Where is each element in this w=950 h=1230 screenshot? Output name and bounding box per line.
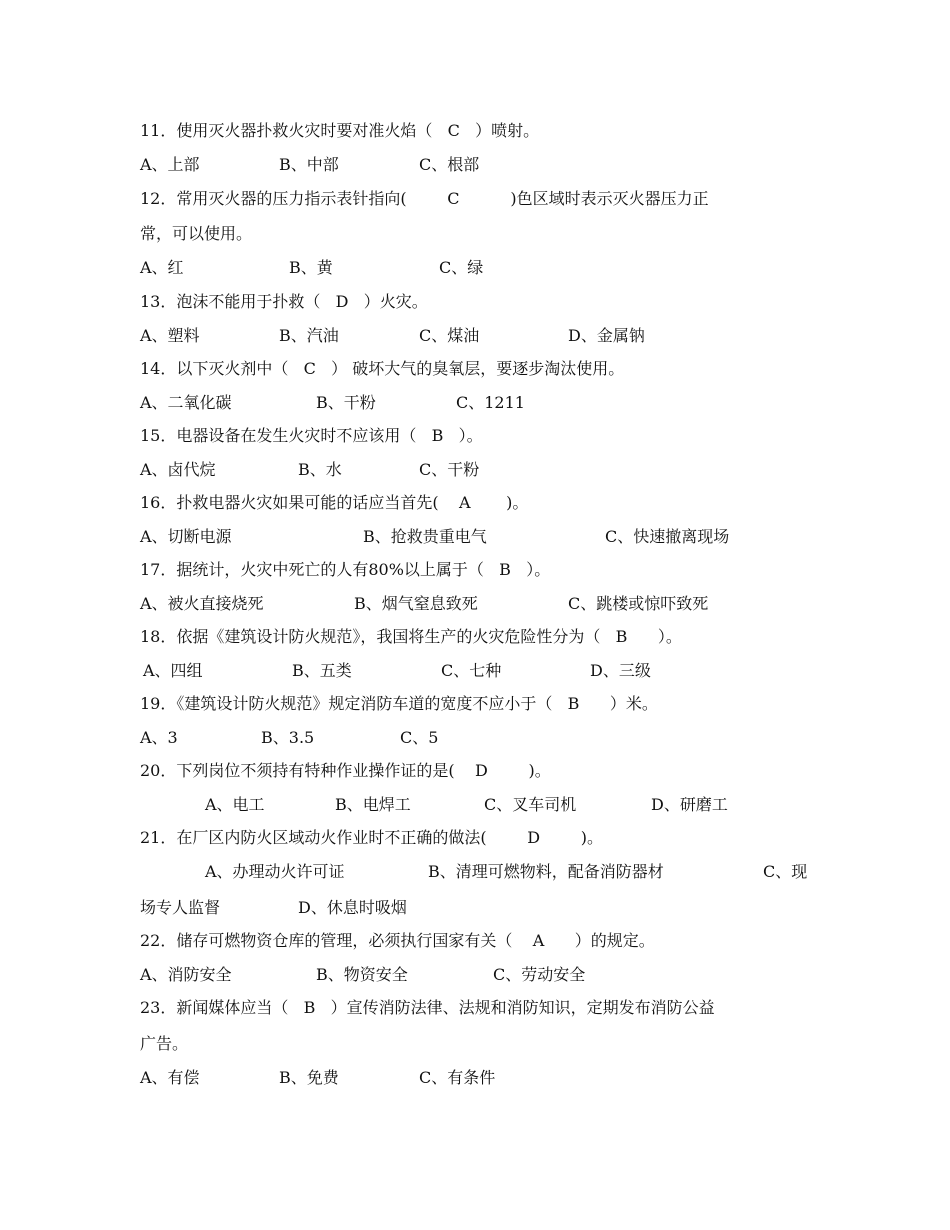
q13-option-a: A、塑料 bbox=[140, 326, 200, 345]
q22-option-a: A、消防安全 bbox=[140, 965, 232, 984]
q15-option-a: A、卤代烷 bbox=[140, 460, 216, 479]
q12-option-b: B、黄 bbox=[289, 258, 333, 277]
q18-option-b: B、五类 bbox=[292, 661, 352, 680]
q22-option-b: B、物资安全 bbox=[316, 965, 408, 984]
question-18: 18．依据《建筑设计防火规范》，我国将生产的火灾危险性分为（ B ）。 bbox=[140, 627, 682, 646]
question-20: 20．下列岗位不须持有特种作业操作证的是( D )。 bbox=[140, 761, 551, 780]
q19-option-c: C、5 bbox=[400, 728, 439, 747]
q13-option-d: D、金属钠 bbox=[568, 326, 645, 345]
q19-option-b: B、3.5 bbox=[261, 728, 315, 747]
q21-option-d: D、休息时吸烟 bbox=[298, 898, 407, 917]
q18-option-a: A、四组 bbox=[143, 661, 203, 680]
question-23: 23．新闻媒体应当（ B ）宣传消防法律、法规和消防知识，定期发布消防公益 bbox=[140, 998, 715, 1017]
q11-option-a: A、上部 bbox=[140, 155, 200, 174]
question-11: 11．使用灭火器扑救火灾时要对准火焰（ C ）喷射。 bbox=[140, 121, 540, 140]
q18-option-c: C、七种 bbox=[441, 661, 502, 680]
q12-option-c: C、绿 bbox=[439, 258, 484, 277]
q21-option-a: A、办理动火许可证 bbox=[205, 862, 345, 881]
q20-option-a: A、电工 bbox=[205, 795, 265, 814]
question-13: 13．泡沫不能用于扑救（ D ）火灾。 bbox=[140, 292, 428, 311]
q16-option-c: C、快速撤离现场 bbox=[605, 527, 730, 546]
q20-option-b: B、电焊工 bbox=[335, 795, 411, 814]
q17-option-c: C、跳楼或惊吓致死 bbox=[568, 594, 709, 613]
q17-option-a: A、被火直接烧死 bbox=[140, 594, 264, 613]
question-12-continued: 常，可以使用。 bbox=[140, 224, 253, 243]
question-12: 12．常用灭火器的压力指示表针指向( C )色区域时表示灭火器压力正 bbox=[140, 189, 709, 208]
q11-option-c: C、根部 bbox=[419, 155, 480, 174]
q23-option-a: A、有偿 bbox=[140, 1068, 200, 1087]
question-23-continued: 广告。 bbox=[140, 1034, 189, 1053]
q19-option-a: A、3 bbox=[140, 728, 178, 747]
q16-option-a: A、切断电源 bbox=[140, 527, 232, 546]
q23-option-b: B、免费 bbox=[279, 1068, 339, 1087]
question-19: 19．《建筑设计防火规范》规定消防车道的宽度不应小于（ B ）米。 bbox=[140, 694, 658, 713]
q21-option-c-continued: 场专人监督 bbox=[140, 898, 221, 917]
q11-option-b: B、中部 bbox=[279, 155, 339, 174]
question-21: 21．在厂区内防火区域动火作业时不正确的做法( D )。 bbox=[140, 828, 604, 847]
q20-option-d: D、研磨工 bbox=[651, 795, 728, 814]
question-15: 15．电器设备在发生火灾时不应该用（ B ）。 bbox=[140, 426, 483, 445]
question-16: 16．扑救电器火灾如果可能的话应当首先( A )。 bbox=[140, 493, 529, 512]
q13-option-c: C、煤油 bbox=[419, 326, 480, 345]
q15-option-b: B、水 bbox=[298, 460, 342, 479]
question-14: 14．以下灭火剂中（ C ） 破坏大气的臭氧层，要逐步淘汰使用。 bbox=[140, 359, 625, 378]
q20-option-c: C、叉车司机 bbox=[484, 795, 577, 814]
q13-option-b: B、汽油 bbox=[279, 326, 339, 345]
q21-option-c: C、现 bbox=[763, 862, 808, 881]
q17-option-b: B、烟气窒息致死 bbox=[354, 594, 478, 613]
q21-option-b: B、清理可燃物料，配备消防器材 bbox=[428, 862, 664, 881]
q23-option-c: C、有条件 bbox=[419, 1068, 496, 1087]
q12-option-a: A、红 bbox=[140, 258, 184, 277]
q14-option-c: C、1211 bbox=[456, 393, 525, 412]
q14-option-a: A、二氧化碳 bbox=[140, 393, 232, 412]
q18-option-d: D、三级 bbox=[590, 661, 651, 680]
question-22: 22．储存可燃物资仓库的管理，必须执行国家有关（ A ）的规定。 bbox=[140, 931, 655, 950]
q15-option-c: C、干粉 bbox=[419, 460, 480, 479]
q22-option-c: C、劳动安全 bbox=[493, 965, 586, 984]
q16-option-b: B、抢救贵重电气 bbox=[363, 527, 487, 546]
question-17: 17．据统计，火灾中死亡的人有80%以上属于（ B ）。 bbox=[140, 560, 551, 579]
q14-option-b: B、干粉 bbox=[316, 393, 376, 412]
